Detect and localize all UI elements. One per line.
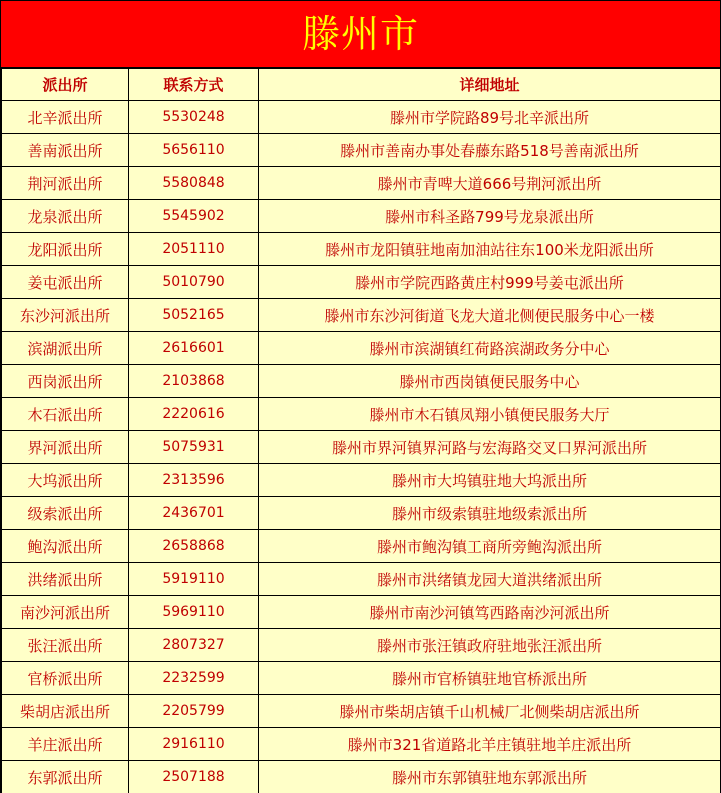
address-cell: 滕州市西岗镇便民服务中心 [259,365,721,398]
station-name-cell: 木石派出所 [2,398,129,431]
station-name-cell: 姜屯派出所 [2,266,129,299]
phone-cell: 2205799 [129,695,259,728]
table-row [2,365,721,398]
station-name-cell: 北辛派出所 [2,101,129,134]
table-row [2,728,721,761]
header-contact: 联系方式 [129,69,259,101]
table-row [2,332,721,365]
phone-cell: 2103868 [129,365,259,398]
header-station: 派出所 [2,69,129,101]
station-name-cell: 洪绪派出所 [2,563,129,596]
station-name-cell: 界河派出所 [2,431,129,464]
phone-cell: 5052165 [129,299,259,332]
header-address: 详细地址 [259,69,721,101]
address-cell: 滕州市界河镇界河路与宏海路交叉口界河派出所 [259,431,721,464]
table-row [2,134,721,167]
police-station-table [1,68,721,793]
table-row [2,266,721,299]
station-name-cell: 龙泉派出所 [2,200,129,233]
address-cell: 滕州市青啤大道666号荆河派出所 [259,167,721,200]
station-name-cell: 大坞派出所 [2,464,129,497]
table-row [2,101,721,134]
station-name-cell: 龙阳派出所 [2,233,129,266]
address-cell: 滕州市学院西路黄庄村999号姜屯派出所 [259,266,721,299]
station-name-cell: 东沙河派出所 [2,299,129,332]
address-cell: 滕州市柴胡店镇千山机械厂北侧柴胡店派出所 [259,695,721,728]
table-row [2,497,721,530]
address-cell: 滕州市东沙河街道飞龙大道北侧便民服务中心一楼 [259,299,721,332]
address-cell: 滕州市鲍沟镇工商所旁鲍沟派出所 [259,530,721,563]
station-name-cell: 柴胡店派出所 [2,695,129,728]
table-row [2,431,721,464]
phone-cell: 2051110 [129,233,259,266]
phone-cell: 5656110 [129,134,259,167]
phone-cell: 2616601 [129,332,259,365]
station-name-cell: 南沙河派出所 [2,596,129,629]
station-name-cell: 西岗派出所 [2,365,129,398]
address-cell: 滕州市学院路89号北辛派出所 [259,101,721,134]
station-name-cell: 张汪派出所 [2,629,129,662]
address-cell: 滕州市木石镇凤翔小镇便民服务大厅 [259,398,721,431]
address-cell: 滕州市滨湖镇红荷路滨湖政务分中心 [259,332,721,365]
table-row [2,596,721,629]
address-cell: 滕州市南沙河镇笃西路南沙河派出所 [259,596,721,629]
station-name-cell: 级索派出所 [2,497,129,530]
address-cell: 滕州市善南办事处春藤东路518号善南派出所 [259,134,721,167]
station-name-cell: 荆河派出所 [2,167,129,200]
address-cell: 滕州市张汪镇政府驻地张汪派出所 [259,629,721,662]
phone-cell: 5545902 [129,200,259,233]
station-name-cell: 东郭派出所 [2,761,129,793]
phone-cell: 2436701 [129,497,259,530]
phone-cell: 2807327 [129,629,259,662]
phone-cell: 5969110 [129,596,259,629]
table-row [2,695,721,728]
page-title: 滕州市 [301,12,419,56]
address-cell: 滕州市级索镇驻地级索派出所 [259,497,721,530]
station-name-cell: 官桥派出所 [2,662,129,695]
station-name-cell: 善南派出所 [2,134,129,167]
phone-cell: 2507188 [129,761,259,793]
phone-cell: 2232599 [129,662,259,695]
table-body [2,101,721,793]
table-row [2,464,721,497]
phone-cell: 5919110 [129,563,259,596]
phone-cell: 5075931 [129,431,259,464]
phone-cell: 2313596 [129,464,259,497]
phone-cell: 2658868 [129,530,259,563]
table-row [2,761,721,793]
table-row [2,233,721,266]
station-name-cell: 鲍沟派出所 [2,530,129,563]
phone-cell: 2220616 [129,398,259,431]
table-row [2,299,721,332]
address-cell: 滕州市龙阳镇驻地南加油站往东100米龙阳派出所 [259,233,721,266]
table-row [2,563,721,596]
table-row [2,629,721,662]
station-name-cell: 滨湖派出所 [2,332,129,365]
table-row [2,167,721,200]
address-cell: 滕州市321省道路北羊庄镇驻地羊庄派出所 [259,728,721,761]
table-row [2,200,721,233]
table-row [2,530,721,563]
phone-cell: 5530248 [129,101,259,134]
address-cell: 滕州市科圣路799号龙泉派出所 [259,200,721,233]
address-cell: 滕州市官桥镇驻地官桥派出所 [259,662,721,695]
address-cell: 滕州市东郭镇驻地东郭派出所 [259,761,721,793]
phone-cell: 2916110 [129,728,259,761]
address-cell: 滕州市大坞镇驻地大坞派出所 [259,464,721,497]
table-row [2,662,721,695]
phone-cell: 5580848 [129,167,259,200]
phone-cell: 5010790 [129,266,259,299]
title-bar [1,1,720,68]
address-cell: 滕州市洪绪镇龙园大道洪绪派出所 [259,563,721,596]
table-header-row [2,69,721,101]
station-name-cell: 羊庄派出所 [2,728,129,761]
table-row [2,398,721,431]
